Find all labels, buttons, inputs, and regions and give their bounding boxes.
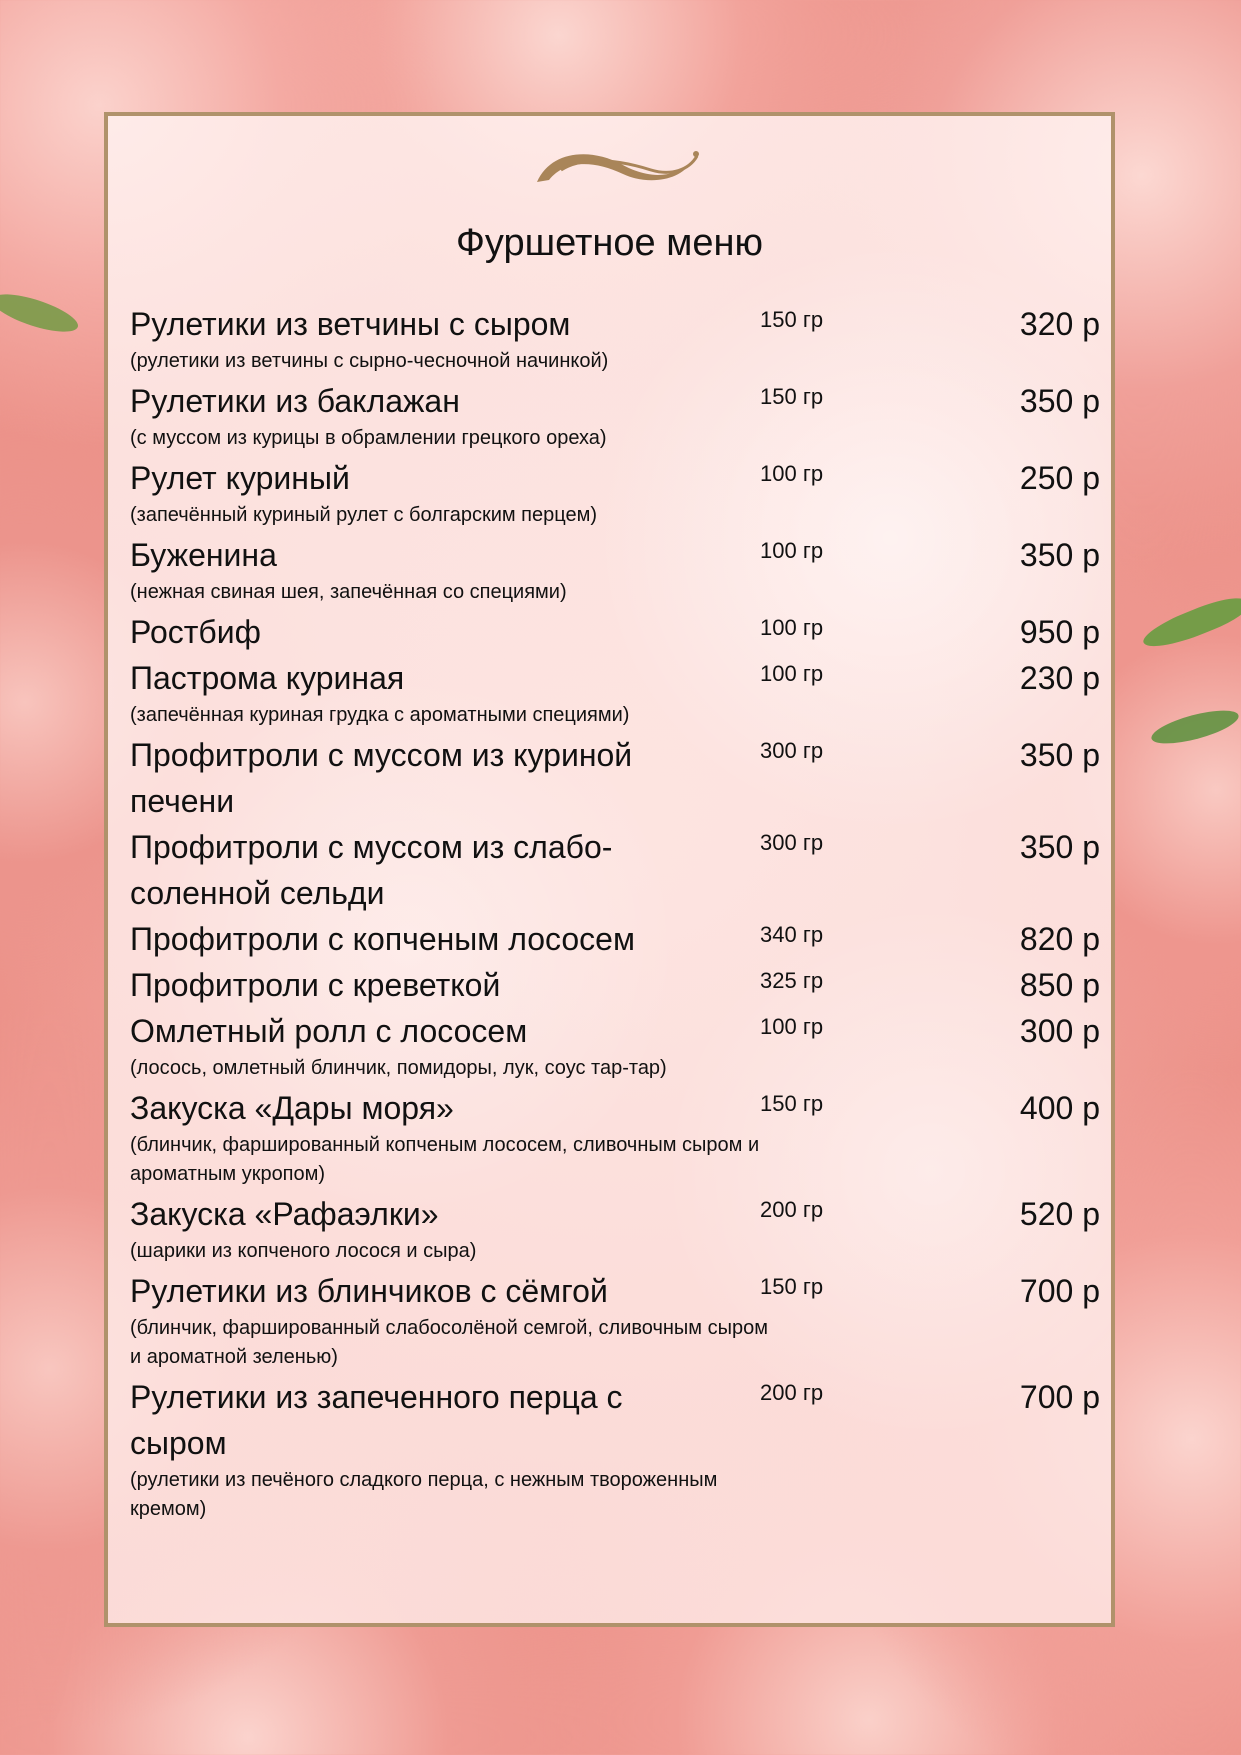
menu-item (130, 301, 1100, 378)
item-weight: 150 гр (760, 1274, 824, 1299)
item-description: (блинчик, фаршированный слабосолёной семгой, сливочным сыром и ароматной зеленью) (130, 1317, 768, 1368)
item-price: 230 р (1019, 660, 1100, 696)
menu-item (130, 455, 1100, 532)
item-price: 700 р (1019, 1379, 1100, 1415)
menu-item (130, 1374, 1100, 1526)
menu-item (130, 732, 1100, 824)
menu-item (130, 962, 1100, 1008)
item-price: 350 р (1019, 537, 1100, 573)
item-name: Буженина (130, 537, 277, 573)
item-price: 350 р (1019, 737, 1100, 773)
item-name: Пастрома куриная (130, 660, 405, 696)
item-weight: 100 гр (760, 615, 824, 640)
item-name: Закуска «Дары моря» (130, 1090, 454, 1126)
rose-leaf-decoration (1148, 704, 1241, 750)
item-name: Рулетики из ветчины с сыром (130, 306, 571, 342)
rose-leaf-decoration (0, 287, 82, 340)
item-price: 250 р (1019, 460, 1100, 496)
item-weight: 200 гр (760, 1380, 824, 1405)
item-weight: 100 гр (760, 538, 824, 563)
item-name: Закуска «Рафаэлки» (130, 1196, 439, 1232)
menu-item (130, 378, 1100, 455)
item-name: Рулетики из запеченного перца с сыром (130, 1379, 623, 1461)
item-description: (блинчик, фаршированный копченым лососем, сливочным сыром и ароматным укропом) (130, 1134, 760, 1185)
item-description: (рулетики из ветчины с сырно-чесночной начинкой) (130, 350, 609, 372)
page-title: Фуршетное меню (456, 222, 763, 264)
item-price: 350 р (1019, 829, 1100, 865)
item-price: 950 р (1019, 614, 1100, 650)
item-name: Рулетики из блинчиков с сёмгой (130, 1273, 608, 1309)
item-weight: 340 гр (760, 922, 824, 947)
menu-item (130, 655, 1100, 732)
item-price: 400 р (1019, 1090, 1100, 1126)
menu-item (130, 1191, 1100, 1268)
item-weight: 150 гр (760, 1091, 824, 1116)
item-description: (запечённый куриный рулет с болгарским перцем) (130, 504, 598, 526)
menu-item (130, 824, 1100, 916)
item-description: (лосось, омлетный блинчик, помидоры, лук, соус тар-тар) (130, 1057, 667, 1079)
item-description: (с муссом из курицы в обрамлении грецкого ореха) (130, 427, 607, 449)
item-name: Рулетики из баклажан (130, 383, 460, 419)
item-price: 700 р (1019, 1273, 1100, 1309)
item-weight: 200 гр (760, 1197, 824, 1222)
menu-item (130, 916, 1100, 962)
flourish-ornament-icon (531, 140, 701, 196)
item-name: Профитроли с копченым лососем (130, 921, 635, 957)
item-price: 820 р (1019, 921, 1100, 957)
item-description: (рулетики из печёного сладкого перца, с нежным твороженным кремом) (130, 1469, 718, 1520)
menu-item (130, 1008, 1100, 1085)
item-name: Омлетный ролл с лососем (130, 1013, 528, 1049)
item-price: 350 р (1019, 383, 1100, 419)
item-price: 320 р (1019, 306, 1100, 342)
item-weight: 150 гр (760, 307, 824, 332)
item-description: (запечённая куриная грудка с ароматными специями) (130, 704, 630, 726)
item-price: 300 р (1019, 1013, 1100, 1049)
item-name: Рулет куриный (130, 460, 350, 496)
menu-item (130, 1268, 1100, 1374)
item-weight: 300 гр (760, 830, 824, 855)
menu-card (104, 112, 1115, 1627)
menu-list (130, 301, 1100, 1526)
item-weight: 150 гр (760, 384, 824, 409)
item-description: (шарики из копченого лосося и сыра) (130, 1240, 477, 1262)
rose-leaf-decoration (1139, 590, 1241, 655)
item-price: 850 р (1019, 967, 1100, 1003)
item-weight: 325 гр (760, 968, 824, 993)
item-weight: 300 гр (760, 738, 824, 763)
item-weight: 100 гр (760, 661, 824, 686)
item-description: (нежная свиная шея, запечённая со специями) (130, 581, 567, 603)
item-name: Профитроли с муссом из слабо-соленной сельди (130, 829, 613, 911)
item-name: Ростбиф (130, 614, 261, 650)
menu-item (130, 609, 1100, 655)
item-name: Профитроли с муссом из куриной печени (130, 737, 633, 819)
item-name: Профитроли с креветкой (130, 967, 501, 1003)
menu-item (130, 1085, 1100, 1191)
item-weight: 100 гр (760, 461, 824, 486)
menu-item (130, 532, 1100, 609)
item-price: 520 р (1019, 1196, 1100, 1232)
item-weight: 100 гр (760, 1014, 824, 1039)
